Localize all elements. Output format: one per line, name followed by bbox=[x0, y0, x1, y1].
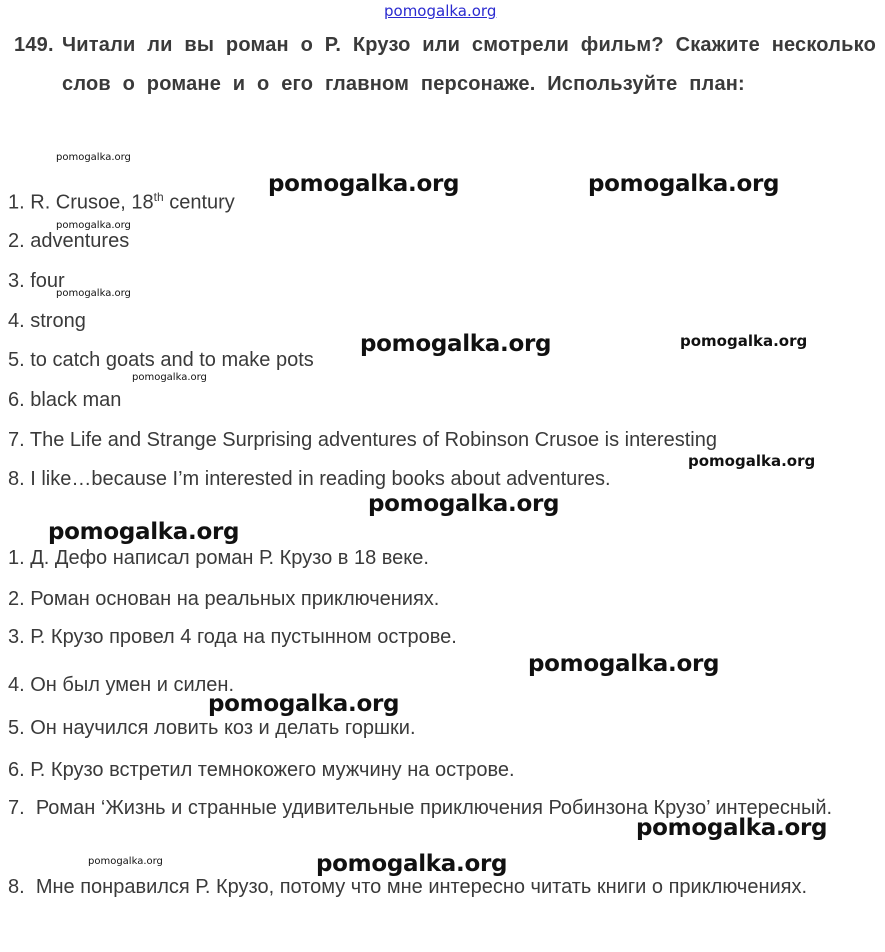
plan-item-7: 7. The Life and Strange Surprising adventures of Robinson Crusoe is interesting bbox=[8, 429, 717, 451]
plan-item-6: 6. black man bbox=[8, 389, 122, 411]
watermark-medium: pomogalka.org bbox=[680, 332, 808, 350]
task-block bbox=[14, 26, 876, 104]
plan-item-5: 5. to catch goats and to make pots bbox=[8, 349, 314, 371]
answer-item-4: 4. Он был умен и силен. bbox=[8, 674, 235, 696]
watermark-large: pomogalka.org bbox=[316, 851, 508, 877]
watermark-small: pomogalka.org bbox=[56, 220, 131, 231]
watermark-large: pomogalka.org bbox=[360, 331, 552, 357]
watermark-large: pomogalka.org bbox=[588, 171, 780, 197]
watermark-large: pomogalka.org bbox=[208, 691, 400, 717]
answer-item-3: 3. Р. Крузо провел 4 года на пустынном острове. bbox=[8, 626, 457, 648]
plan-item-2: 2. adventures bbox=[8, 230, 130, 252]
watermark-large: pomogalka.org bbox=[368, 491, 560, 517]
site-watermark-top: pomogalka.org bbox=[384, 2, 497, 20]
answer-item-2: 2. Роман основан на реальных приключениях. bbox=[8, 588, 440, 610]
watermark-large: pomogalka.org bbox=[636, 815, 828, 841]
watermark-large: pomogalka.org bbox=[268, 171, 460, 197]
watermark-medium: pomogalka.org bbox=[688, 452, 816, 470]
task-text: Читали ли вы роман о Р. Крузо или смотрели фильм? Скажите несколько слов о романе и о его главном персонаже. Используйте план: bbox=[62, 34, 876, 95]
answer-item-6: 6. Р. Крузо встретил темнокожего мужчину на острове. bbox=[8, 759, 515, 781]
task-number: 149. bbox=[14, 34, 54, 56]
plan-item-8: 8. I like…because I’m interested in reading books about adventures. bbox=[8, 468, 611, 490]
answer-item-8: 8. Мне понравился Р. Крузо, потому что мне интересно читать книги о приключениях. bbox=[8, 876, 808, 898]
watermark-small: pomogalka.org bbox=[56, 288, 131, 299]
answer-item-1: 1. Д. Дефо написал роман Р. Крузо в 18 веке. bbox=[8, 547, 429, 569]
watermark-large: pomogalka.org bbox=[528, 651, 720, 677]
watermark-small: pomogalka.org bbox=[56, 152, 131, 163]
watermark-large: pomogalka.org bbox=[48, 519, 240, 545]
plan-item-3: 3. four bbox=[8, 270, 65, 292]
watermark-small: pomogalka.org bbox=[88, 856, 163, 867]
answer-item-7: 7. Роман ‘Жизнь и странные удивительные приключения Робинзона Крузо’ интересный. bbox=[8, 797, 833, 819]
watermark-small: pomogalka.org bbox=[132, 372, 207, 383]
plan-item-4: 4. strong bbox=[8, 310, 86, 332]
answer-item-5: 5. Он научился ловить коз и делать горшки. bbox=[8, 717, 416, 739]
plan-item-1: 1. R. Crusoe, 18th century bbox=[8, 190, 235, 214]
